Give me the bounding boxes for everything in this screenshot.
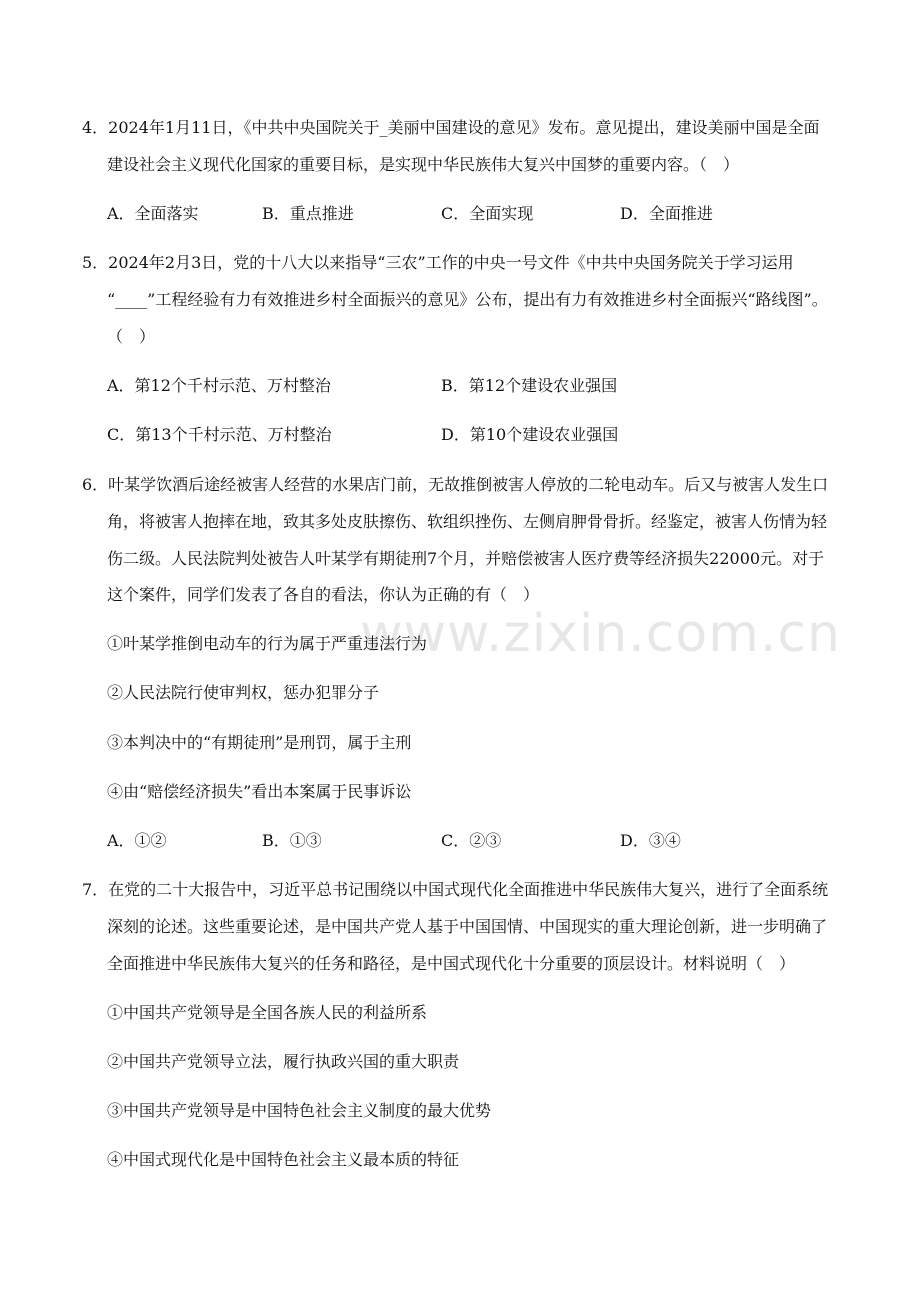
question-5-option-c: C．第13个千村示范、万村整治 <box>107 425 332 444</box>
question-7-line-2: 深刻的论述。这些重要论述，是中国共产党人基于中国国情、中国现实的重大理论创新，进一步明确了 <box>107 917 828 936</box>
question-4-option-b: B．重点推进 <box>262 204 354 223</box>
question-4-option-a: A．全面落实 <box>107 204 199 223</box>
question-5-option-d: D．第10个建设农业强国 <box>441 425 619 444</box>
question-6-statement-2: ②人民法院行使审判权，惩办犯罪分子 <box>107 683 380 702</box>
question-7-statement-3: ③中国共产党领导是中国特色社会主义制度的最大优势 <box>107 1101 492 1120</box>
question-5-line-2: “____”工程经验有力有效推进乡村全面振兴的意见》公布，提出有力有效推进乡村全面振兴“路线图”。 <box>107 290 828 309</box>
question-6-statement-4: ④由“赔偿经济损失”看出本案属于民事诉讼 <box>107 782 412 801</box>
question-5-option-b: B．第12个建设农业强国 <box>441 376 618 395</box>
question-6-statement-1: ①叶某学推倒电动车的行为属于严重违法行为 <box>107 634 428 653</box>
question-4-line-1: 4．2024年1月11日，《中共中央国院关于_美丽中国建设的意见》发布。意见提出，建设美丽中国是全面 <box>82 118 820 137</box>
question-5-line-3: （ ） <box>107 327 156 346</box>
watermark: www.zixin.com.cn <box>360 604 841 664</box>
question-6-line-2: 角，将被害人抱摔在地，致其多处皮肤擦伤、软组织挫伤、左侧肩胛骨骨折。经鉴定，被害人伤情为轻 <box>107 512 828 531</box>
question-4-options <box>0 202 920 226</box>
question-7-line-3: 全面推进中华民族伟大复兴的任务和路径，是中国式现代化十分重要的顶层设计。材料说明（ ） <box>107 954 796 973</box>
question-5-option-a: A．第12个千村示范、万村整治 <box>107 376 331 395</box>
question-6-statement-3: ③本判决中的“有期徒刑”是刑罚，属于主刑 <box>107 733 412 752</box>
question-6-option-a: A．①② <box>107 831 167 850</box>
question-6-option-d: D．③④ <box>620 831 681 850</box>
question-6-line-4: 这个案件，同学们发表了各自的看法，你认为正确的有（ ） <box>107 585 540 604</box>
question-5-options-row-1 <box>0 374 920 398</box>
question-7-statement-4: ④中国式现代化是中国特色社会主义最本质的特征 <box>107 1150 460 1169</box>
question-7-statement-1: ①中国共产党领导是全国各族人民的利益所系 <box>107 1003 428 1022</box>
question-6-option-c: C．②③ <box>441 831 502 850</box>
question-7-statement-2: ②中国共产党领导立法，履行执政兴国的重大职责 <box>107 1052 460 1071</box>
question-6-option-b: B．①③ <box>262 831 322 850</box>
question-5-options-row-2 <box>0 423 920 447</box>
question-4-line-2: 建设社会主义现代化国家的重要目标，是实现中华民族伟大复兴中国梦的重要内容。（ ） <box>107 155 740 174</box>
question-6-line-3: 伤二级。人民法院判处被告人叶某学有期徒刑7个月，并赔偿被害人医疗费等经济损失22000元。对于 <box>107 549 825 568</box>
question-7-line-1: 7．在党的二十大报告中，习近平总书记围绕以中国式现代化全面推进中华民族伟大复兴，进行了全面系统 <box>82 880 829 899</box>
question-4-option-c: C．全面实现 <box>441 204 534 223</box>
question-6-options <box>0 829 920 853</box>
question-5-line-1: 5．2024年2月3日，党的十八大以来指导“三农”工作的中央一号文件《中共中央国务院关于学习运用 <box>82 253 794 272</box>
question-6-line-1: 6．叶某学饮酒后途经被害人经营的水果店门前，无故推倒被害人停放的二轮电动车。后又与被害人发生口 <box>82 475 829 494</box>
question-4-option-d: D．全面推进 <box>620 204 713 223</box>
